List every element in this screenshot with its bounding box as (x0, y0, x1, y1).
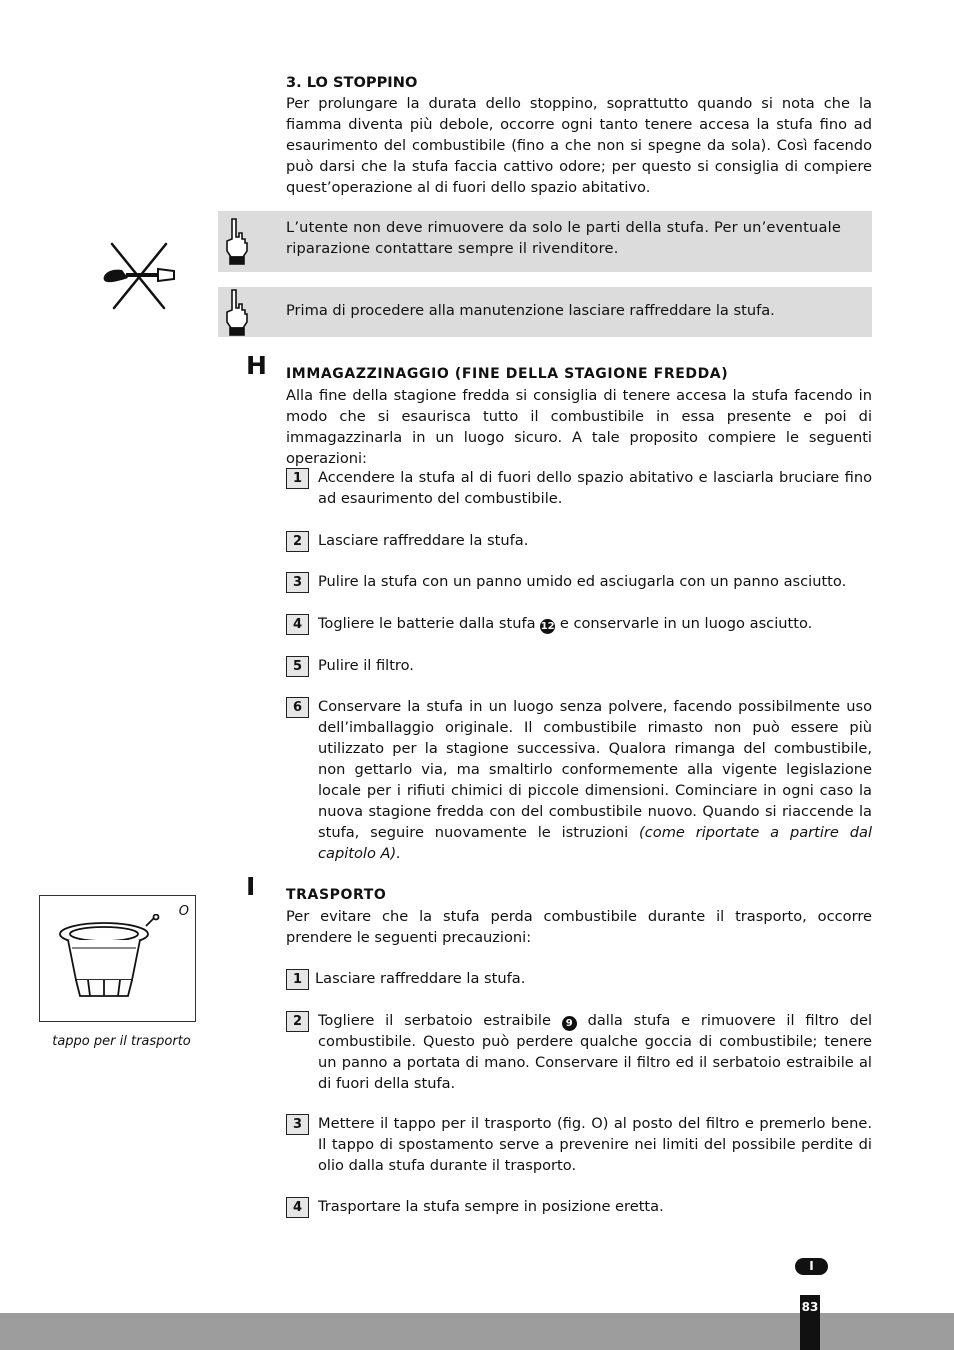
step-text: Lasciare raffreddare la stufa. (315, 970, 526, 987)
transport-cap-illustration (58, 914, 168, 1004)
section-letter: I (246, 872, 256, 901)
step-number: 5 (286, 656, 309, 677)
step-number: 3 (286, 572, 309, 593)
step-number: 4 (286, 614, 309, 635)
step-text (318, 1010, 872, 1094)
step-text: Pulire la stufa con un panno umido ed asciugarla con un panno asciutto. (318, 573, 847, 590)
pointing-hand-icon (224, 288, 250, 336)
reference-number: 9 (562, 1016, 577, 1031)
figure-caption: tappo per il trasporto (52, 1034, 191, 1049)
page-number: 83 (800, 1295, 820, 1350)
wick-heading-text: 3. LO STOPPINO (286, 74, 418, 91)
step-text-italic: (come riportate a partire dal capitolo A). (318, 824, 872, 862)
figure-label: O (178, 904, 189, 919)
step-number: 4 (286, 1197, 309, 1218)
language-badge: I (795, 1258, 828, 1275)
pointing-hand-icon (224, 217, 250, 265)
section-letter: H (246, 351, 267, 380)
figure-transport-cap (39, 895, 196, 1022)
step-number: 2 (286, 531, 309, 552)
section-heading: IMMAGAZZINAGGIO (FINE DELLA STAGIONE FREDDA) (286, 366, 729, 382)
step-number: 1 (286, 468, 309, 489)
section-heading: TRASPORTO (286, 887, 387, 903)
wick-heading (286, 72, 872, 93)
notice-text: Prima di procedere alla manutenzione lasciare raffreddare la stufa. (286, 302, 775, 319)
notice-box (218, 211, 872, 272)
step-number: 6 (286, 697, 309, 718)
notice-box (218, 287, 872, 337)
step-text (318, 696, 872, 864)
no-screwdriver-icon (100, 238, 180, 312)
step-number: 1 (286, 969, 309, 990)
step-text-part: e conservarle in un luogo asciutto. (559, 615, 813, 632)
step-number: 2 (286, 1011, 309, 1032)
step-number: 3 (286, 1114, 309, 1135)
notice-text: L’utente non deve rimuovere da solo le parti della stufa. Per un’eventuale riparazione contattare sempre il rivenditore. (286, 219, 842, 257)
step-text-part: Conservare la stufa in un luogo senza polvere, facendo possibilmente uso dell’imballaggio originale. Il combustibile rimasto non può essere più utilizzato per la stagione successiva. Qualora rimanga del combustibile, non gettarlo via, ma smaltirlo conformemente alla vigente legislazione locale per i rifiuti chimici di piccole dimensioni. Cominciare in ogni caso la nuova stagione fredda con del combustibile nuovo. Quando si riaccende la stufa, seguire nuovamente le istruzioni (318, 698, 872, 841)
reference-number: 12 (540, 621, 555, 632)
step-text-part: Togliere il serbatoio estraibile (318, 1012, 551, 1029)
wick-paragraph: Per prolungare la durata dello stoppino, soprattutto quando si nota che la fiamma diventa più debole, occorre ogni tanto tenere accesa la stufa fino ad esaurimento del combustibile (fino a che non si spegne da sola). Così facendo può darsi che la stufa faccia cattivo odore; per questo si consiglia di compiere quest’operazione al di fuori dello spazio abitativo. (286, 95, 872, 196)
step-text-part: dalla stufa e rimuovere il filtro del combustibile. Questo può perdere qualche goccia di combustibile; tenere un panno a portata di mano. Conservare il filtro ed il serbatoio estraibile al di fuori della stufa. (318, 1012, 873, 1092)
step-text: Pulire il filtro. (318, 657, 414, 674)
step-text: Trasportare la stufa sempre in posizione eretta. (318, 1198, 664, 1215)
step-text: Lasciare raffreddare la stufa. (318, 532, 529, 549)
section-intro: Alla fine della stagione fredda si consiglia di tenere accesa la stufa facendo in modo che si esaurisca tutto il combustibile in essa presente e poi di immagazzinarla in un luogo sicuro. A tale proposito compiere le seguenti operazioni: (286, 387, 872, 467)
section-intro: Per evitare che la stufa perda combustibile durante il trasporto, occorre prendere le seguenti precauzioni: (286, 908, 872, 946)
step-text-part: Togliere le batterie dalla stufa (318, 615, 536, 632)
step-text: Mettere il tappo per il trasporto (fig. O) al posto del filtro e premerlo bene. Il tappo di spostamento serve a prevenire nei limiti del possibile perdite di olio dalla stufa durante il trasporto. (318, 1115, 872, 1174)
step-text: Accendere la stufa al di fuori dello spazio abitativo e lasciarla bruciare fino ad esaurimento del combustibile. (318, 469, 872, 507)
step-text (318, 613, 872, 634)
